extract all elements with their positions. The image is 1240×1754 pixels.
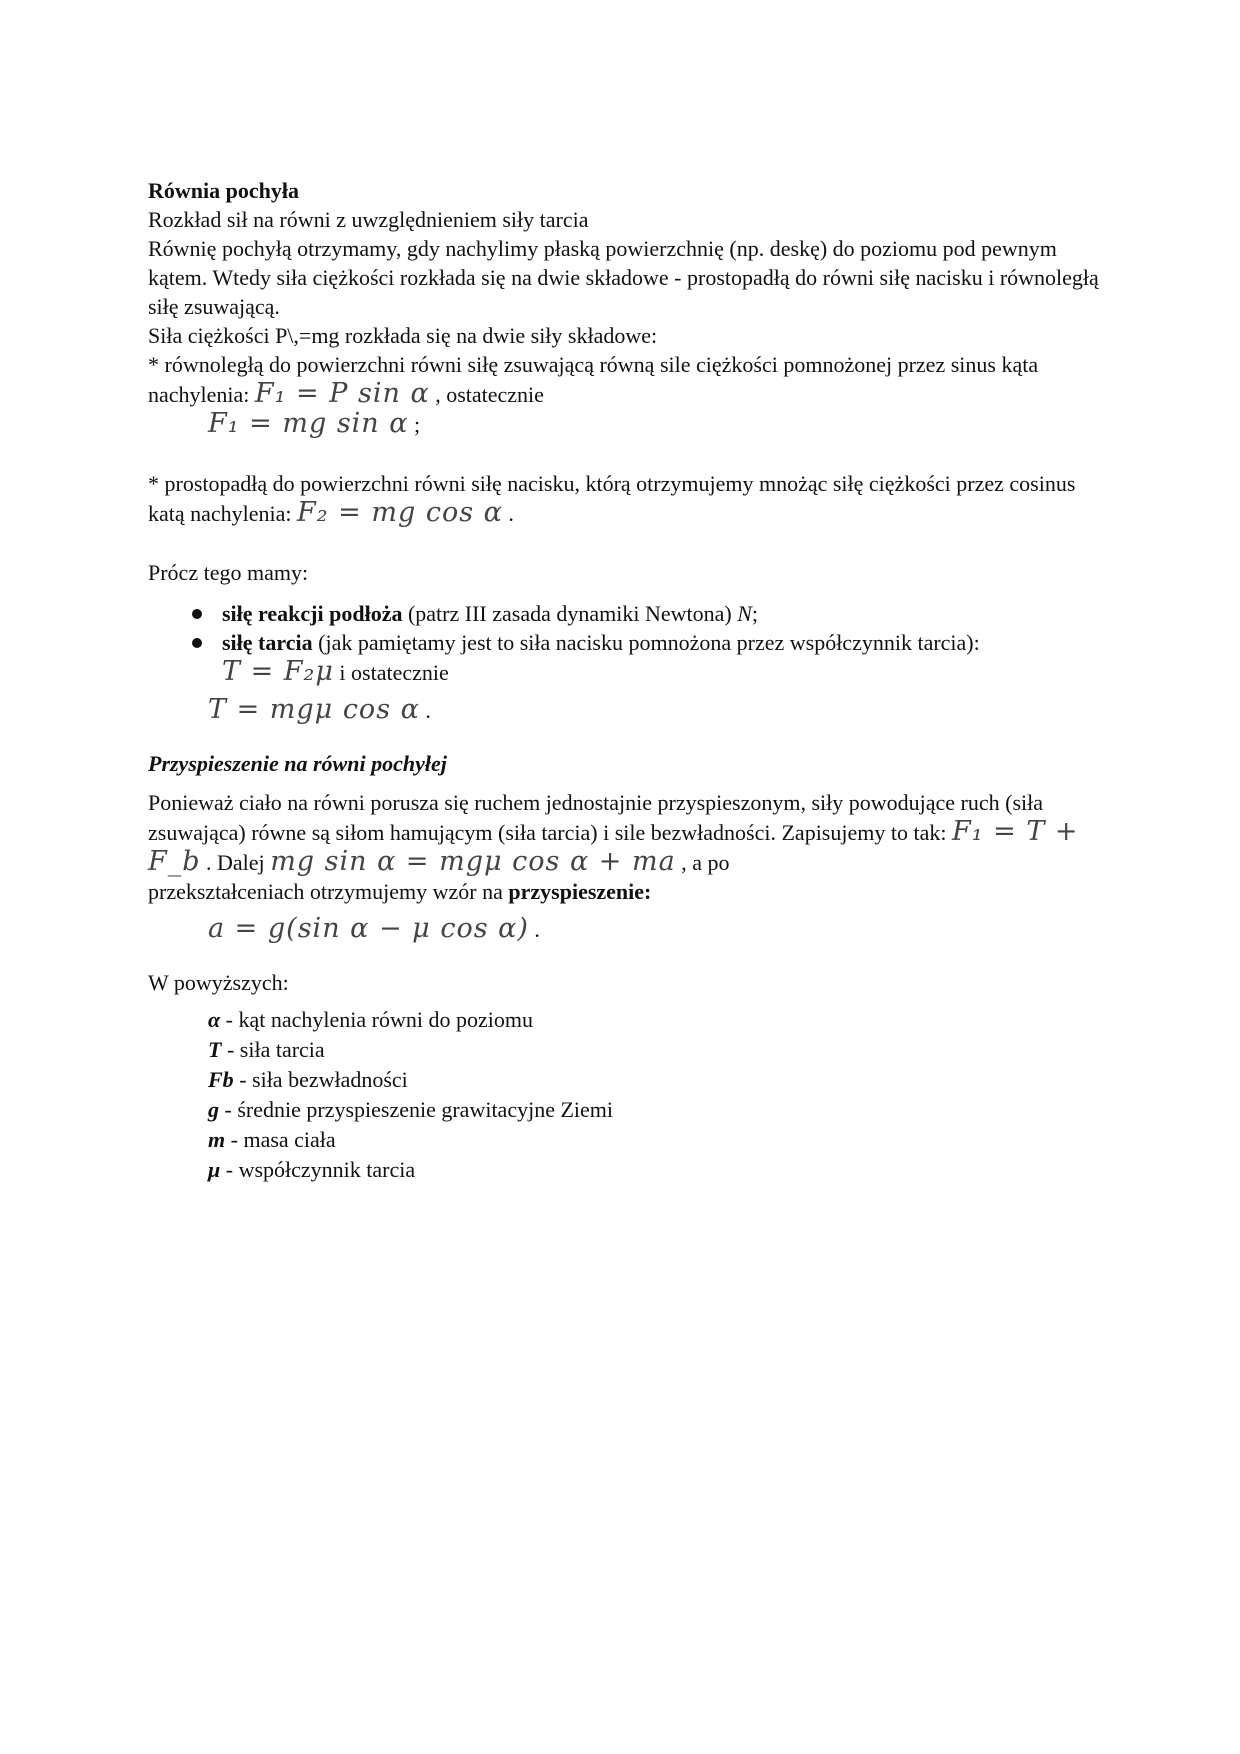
legend-item: Fb - siła bezwładności	[208, 1067, 408, 1092]
component-item-parallel: * równoległą do powierzchni równi siłę zsuwającą równą sile ciężkości pomnożonej przez sinus kąta nachylenia: F₁ = P sin α , ostatecznie	[148, 352, 1039, 409]
formula-line-a: a = g(sin α − μ cos α) .	[208, 913, 540, 944]
subtitle: Rozkład sił na równi z uwzględnieniem siły tarcia	[148, 207, 589, 232]
acceleration-paragraph: Ponieważ ciało na równi porusza się ruchem jednostajnie przyspieszonym, siły powodujące ruch (siła zsuwająca) równe są siłom hamującym (siła tarcia) i sile bezwładności. Zapisujemy to tak: F₁ = T + F_b . Dalej mg sin α = mgμ cos α + ma , a po	[148, 790, 1079, 877]
formula-f1b: F₁ = mg sin α	[208, 408, 409, 439]
formula-e1: F₁ = T + F_b	[148, 816, 1079, 877]
formula-t2: T = mgμ cos α	[208, 694, 420, 725]
weight-paragraph: Siła ciężkości P\,=mg rozkłada się na dwie siły składowe:	[148, 323, 658, 348]
formula-f2: F₂ = mg cos α	[297, 497, 503, 528]
section-heading-acceleration: Przyspieszenie na równi pochyłej	[148, 751, 447, 776]
legend-item: m - masa ciała	[208, 1127, 336, 1152]
formula-line-t1: T = F₂μ i ostatecznie	[222, 656, 449, 687]
component-item-normal: * prostopadłą do powierzchni równi siłę nacisku, którą otrzymujemy mnożąc siłę ciężkości przez cosinus katą nachylenia: F₂ = mg cos α .	[148, 471, 1076, 528]
legend-item: g - średnie przyspieszenie grawitacyjne Ziemi	[208, 1097, 614, 1122]
formula-line-t2: T = mgμ cos α .	[208, 694, 431, 725]
procz-paragraph: Prócz tego mamy:	[148, 560, 309, 585]
formula-f1: F₁ = P sin α	[254, 378, 430, 409]
intro-paragraph: Równię pochyłą otrzymamy, gdy nachylimy płaską powierzchnię (np. deskę) do poziomu pod pewnym kątem. Wtedy siła ciężkości rozkłada się na dwie składowe - prostopadłą do równi siłę nacisku i równoległą siłę zsuwającą.	[148, 236, 1099, 319]
list-item-reaction: siłę reakcji podłoża (patrz III zasada dynamiki Newtona) N;	[148, 599, 1108, 628]
forces-list	[148, 599, 1108, 687]
list-item-friction: siłę tarcia (jak pamiętamy jest to siła nacisku pomnożona przez współczynnik tarcia): T = F₂μ i ostatecznie	[148, 628, 1108, 687]
legend-item: μ - współczynnik tarcia	[208, 1157, 416, 1182]
formula-a: a = g(sin α − μ cos α)	[208, 913, 529, 944]
acceleration-paragraph-cont: przekształceniach otrzymujemy wzór na przyspieszenie:	[148, 879, 652, 904]
symbol-legend	[208, 1005, 1108, 1185]
formula-t1: T = F₂μ	[222, 656, 334, 687]
formula-e2: mg sin α = mgμ cos α + ma	[270, 846, 676, 877]
wpow-paragraph: W powyższych:	[148, 970, 289, 995]
page-title: Równia pochyła	[148, 178, 299, 203]
legend-item: α - kąt nachylenia równi do poziomu	[208, 1007, 533, 1032]
legend-item: T - siła tarcia	[208, 1037, 325, 1062]
document-page	[148, 176, 1108, 1185]
formula-line-f1b: F₁ = mg sin α ;	[208, 408, 421, 439]
